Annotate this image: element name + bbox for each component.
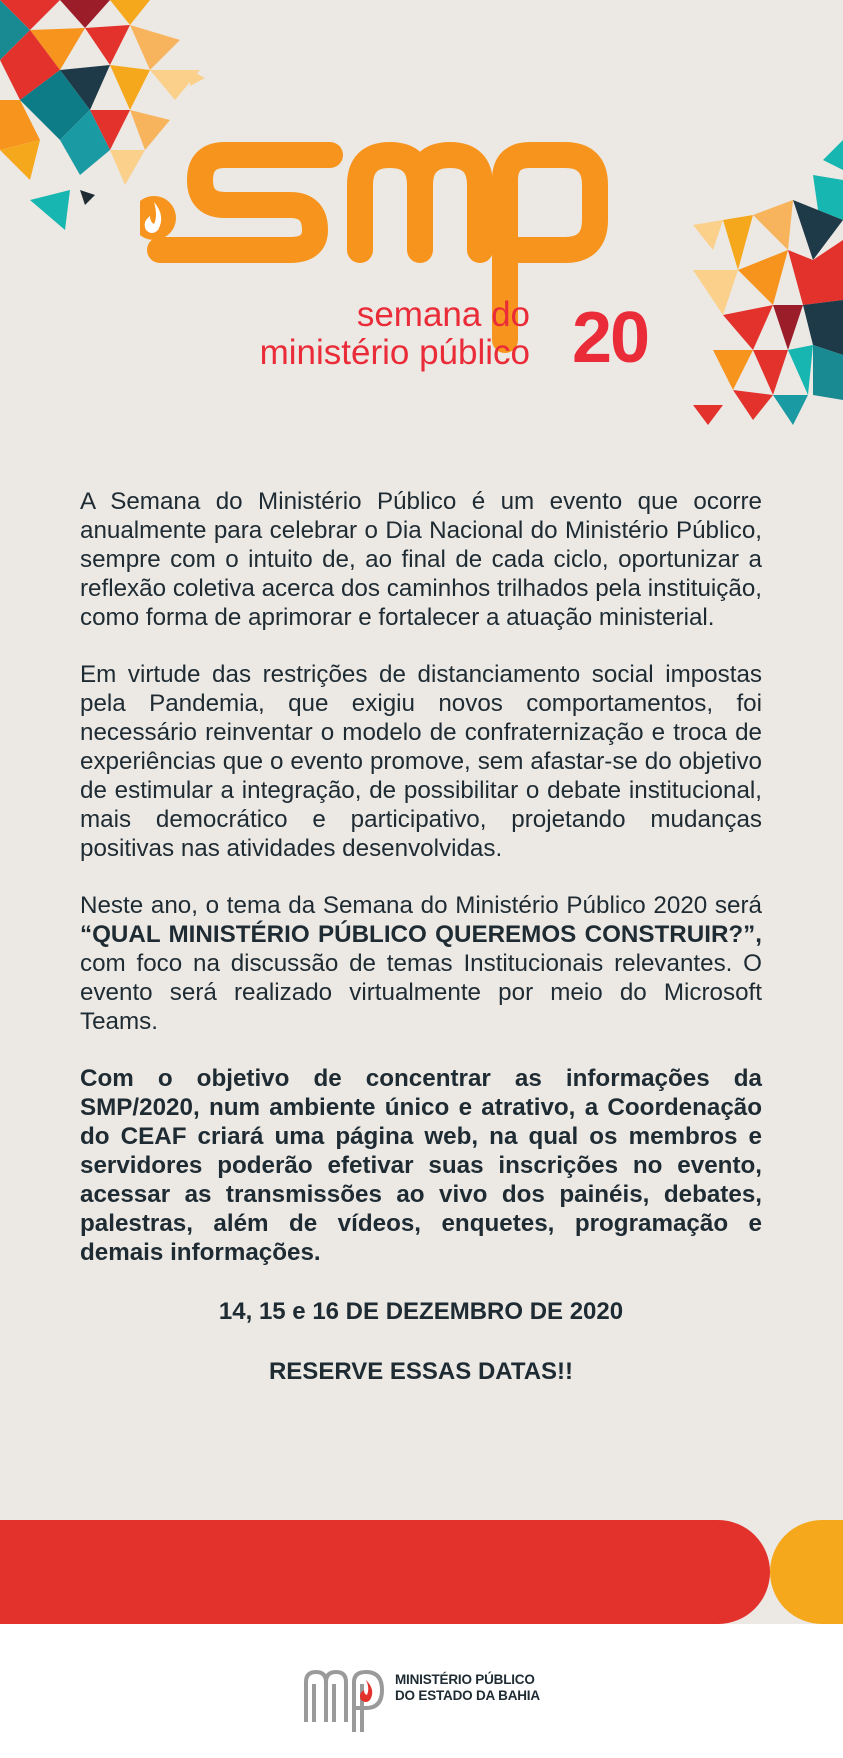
subtitle-line-1: semana do xyxy=(356,295,530,334)
event-subtitle xyxy=(200,296,530,372)
paragraph-theme xyxy=(80,891,762,1036)
theme-title: “QUAL MINISTÉRIO PÚBLICO QUEREMOS CONSTRUIR?”, xyxy=(80,921,762,948)
mp-bahia-logo-icon xyxy=(300,1662,390,1734)
theme-intro-text: Neste ano, o tema da Semana do Ministério Público 2020 será xyxy=(80,892,762,919)
paragraph-intro: A Semana do Ministério Público é um evento que ocorre anualmente para celebrar o Dia Nacional do Ministério Público, sempre com o intuito de, ao final de cada ciclo, oportunizar a reflexão coletiva acerca dos caminhos trilhados pela instituição, como forma de aprimorar e fortalecer a atuação ministerial. xyxy=(80,488,762,631)
subtitle-line-2: ministério público xyxy=(259,333,530,372)
theme-detail-text: com foco na discussão de temas Institucionais relevantes. O evento será realizado virtualmente por meio do Microsoft Teams. xyxy=(80,950,762,1035)
event-year: 20 xyxy=(572,298,649,378)
reserve-dates-callout: RESERVE ESSAS DATAS!! xyxy=(268,1358,574,1385)
footer-band-orange xyxy=(770,1520,843,1624)
geometric-decoration-top-right xyxy=(693,140,843,460)
event-dates: 14, 15 e 16 DE DEZEMBRO DE 2020 xyxy=(218,1298,624,1325)
paragraph-pandemic: Em virtude das restrições de distanciamento social impostas pela Pandemia, que exigiu novos comportamentos, foi necessário reinventar o modelo de confraternização e troca de experiências que o evento promove, sem afastar-se do objetivo de estimular a integração, de possibilitar o debate institucional, mais democrático e participativo, projetando mudanças positivas nas atividades desenvolvidas. xyxy=(80,661,762,862)
organization-name xyxy=(395,1672,540,1704)
org-name-line-1: MINISTÉRIO PÚBLICO xyxy=(395,1672,535,1687)
header xyxy=(0,0,843,460)
mp-logo-letters: mp xyxy=(300,1662,302,1663)
announcement-body xyxy=(80,487,762,1387)
footer-band-red xyxy=(0,1520,770,1624)
org-name-line-2: DO ESTADO DA BAHIA xyxy=(395,1688,540,1703)
paragraph-webpage: Com o objetivo de concentrar as informações da SMP/2020, num ambiente único e atrativo, a Coordenação do CEAF criará uma página web, na qual os membros e servidores poderão efetivar suas inscrições no evento, acessar as transmissões ao vivo dos painéis, debates, palestras, além de vídeos, enquetes, programação e demais informações. xyxy=(80,1065,762,1266)
smp-logo-text: smp xyxy=(140,130,143,131)
